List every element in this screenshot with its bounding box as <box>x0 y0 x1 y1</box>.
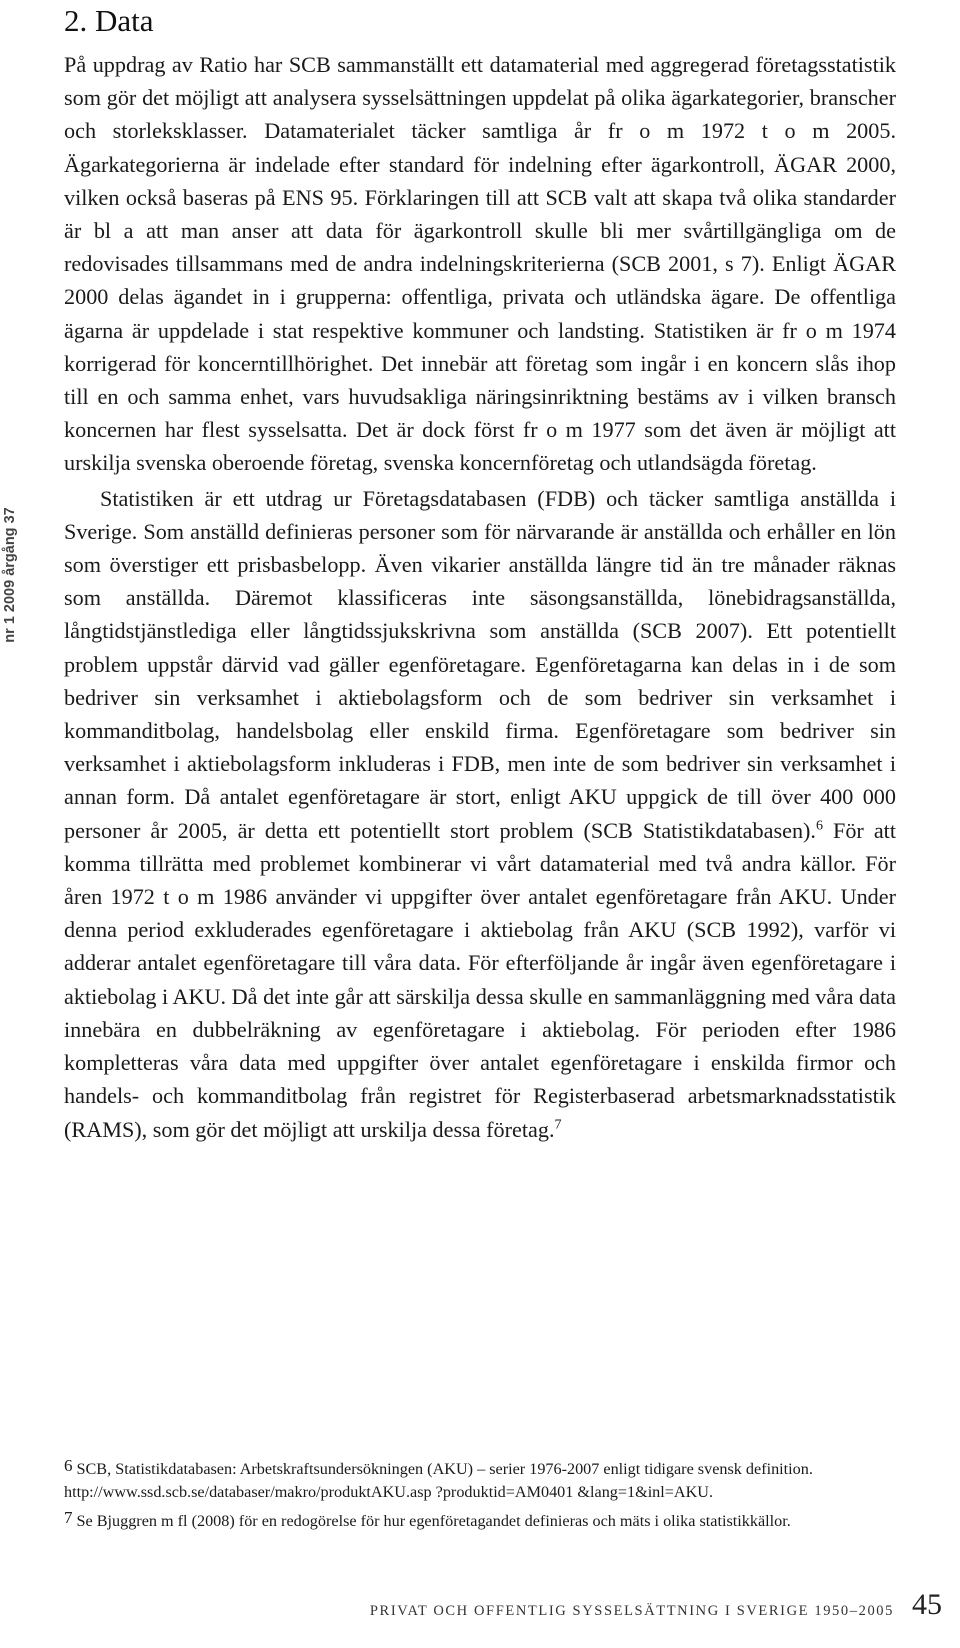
issue-sidebar <box>0 475 20 675</box>
running-footer: PRIVAT OCH OFFENTLIG SYSSELSÄTTNING I SVERIGE 1950–2005 <box>369 1603 894 1619</box>
footnote-ref-7[interactable]: 7 <box>554 1117 562 1133</box>
footnote-ref-6[interactable]: 6 <box>815 818 823 834</box>
issue-label: nr 1 2009 årgång 37 <box>2 507 18 643</box>
footnote-7-mark: 7 <box>64 1508 73 1527</box>
paragraph-2-part-1: Statistiken är ett utdrag ur Företagsdatabasen (FDB) och täcker samtliga anställda i Sverige. Som anställd definieras personer som för närvarande är anställda och erhåller en lön som överstiger ett prisbasbelopp. Även vikarier anställda längre tid än tre månader räknas som anställda. Däremot klassificeras inte säsongsanställda, lönebidragsanställda, långtidstjänstlediga eller långtidssjukskrivna som anställda (SCB 2007). Ett potentiellt problem uppstår därvid vad gäller egenföretagare. Egenföretagarna kan delas in i de som bedriver sin verksamhet i aktiebolagsform och de som bedriver sin verksamhet i kommanditbolag, handelsbolag eller enskild firma. Egenföretagare som bedriver sin verksamhet i aktiebolagsform inkluderas i FDB, men inte de som bedriver sin verksamhet i annan form. Då antalet egenföretagare är stort, enligt AKU uppgick de till över 400 000 personer år 2005, är detta ett potentiellt stort problem (SCB Statistikdatabasen). <box>64 485 896 843</box>
footnotes <box>64 1454 904 1533</box>
paragraph-1: På uppdrag av Ratio har SCB sammanställt ett datamaterial med aggregerad företagsstatistik som gör det möjligt att analysera sysselsättningen uppdelat på olika ägarkategorier, branscher och storleksklasser. Datamaterialet täcker samtliga år fr o m 1972 t o m 2005. Ägarkategorierna är indelade efter standard för indelning efter ägarkontroll, ÄGAR 2000, vilken också baseras på ENS 95. Förklaringen till att SCB valt att skapa två olika standarder är bl a att man anser att data för ägarkontroll skulle bli mer svårtillgängliga om de redovisades tillsammans med de andra indelningskriterierna (SCB 2001, s 7). Enligt ÄGAR 2000 delas ägandet in i grupperna: offentliga, privata och utländska ägare. De offentliga ägarna är uppdelade i stat respektive kommuner och landsting. Statistiken är fr o m 1974 korrigerad för koncerntillhörighet. Det innebär att företag som ingår i en koncern slås ihop till en och samma enhet, vars huvudsakliga näringsinriktning bestäms av i vilken bransch koncernen har flest sysselsatta. Det är dock först fr o m 1977 som det även är möjligt att urskilja svenska oberoende företag, svenska koncernföretag och utlandsägda företag. <box>64 52 896 476</box>
section-heading: 2. Data <box>64 3 154 38</box>
footnote-7-text: Se Bjuggren m fl (2008) för en redogörelse för hur egenföretagandet definieras och mäts i olika statistikkällor. <box>76 1512 791 1530</box>
footnote-6 <box>64 1454 904 1504</box>
footnote-6-text: SCB, Statistikdatabasen: Arbetskraftsundersökningen (AKU) – serier 1976-2007 enligt tidigare svensk definition. http://www.ssd.scb.se/databaser/makro/produktAKU.asp ?produktid=AM0401 &lang=1&inl=AKU. <box>64 1460 813 1501</box>
page-number: 45 <box>912 1588 942 1621</box>
footnote-7 <box>64 1506 904 1533</box>
paragraph-2 <box>64 482 896 1146</box>
body-text <box>64 48 896 1146</box>
paragraph-2-part-2: För att komma tillrätta med problemet kombinerar vi vårt datamaterial med två andra källor. För åren 1972 t o m 1986 använder vi uppgifter över antalet egenföretagare från AKU. Under denna period exkluderades egenföretagare i aktiebolag från AKU (SCB 1992), varför vi adderar antalet egenföretagare till våra data. För efterföljande år ingår även egenföretagare i aktiebolag i AKU. Då det inte går att särskilja dessa skulle en sammanläggning med våra data innebära en dubbelräkning av egenföretagare i aktiebolag. För perioden efter 1986 kompletteras våra data med uppgifter över antalet egenföretagare i enskilda firmor och handels- och kommanditbolag från registret för Registerbaserad arbetsmarknadsstatistik (RAMS), som gör det möjligt att urskilja dessa företag. <box>64 817 896 1142</box>
footnote-6-mark: 6 <box>64 1456 73 1475</box>
